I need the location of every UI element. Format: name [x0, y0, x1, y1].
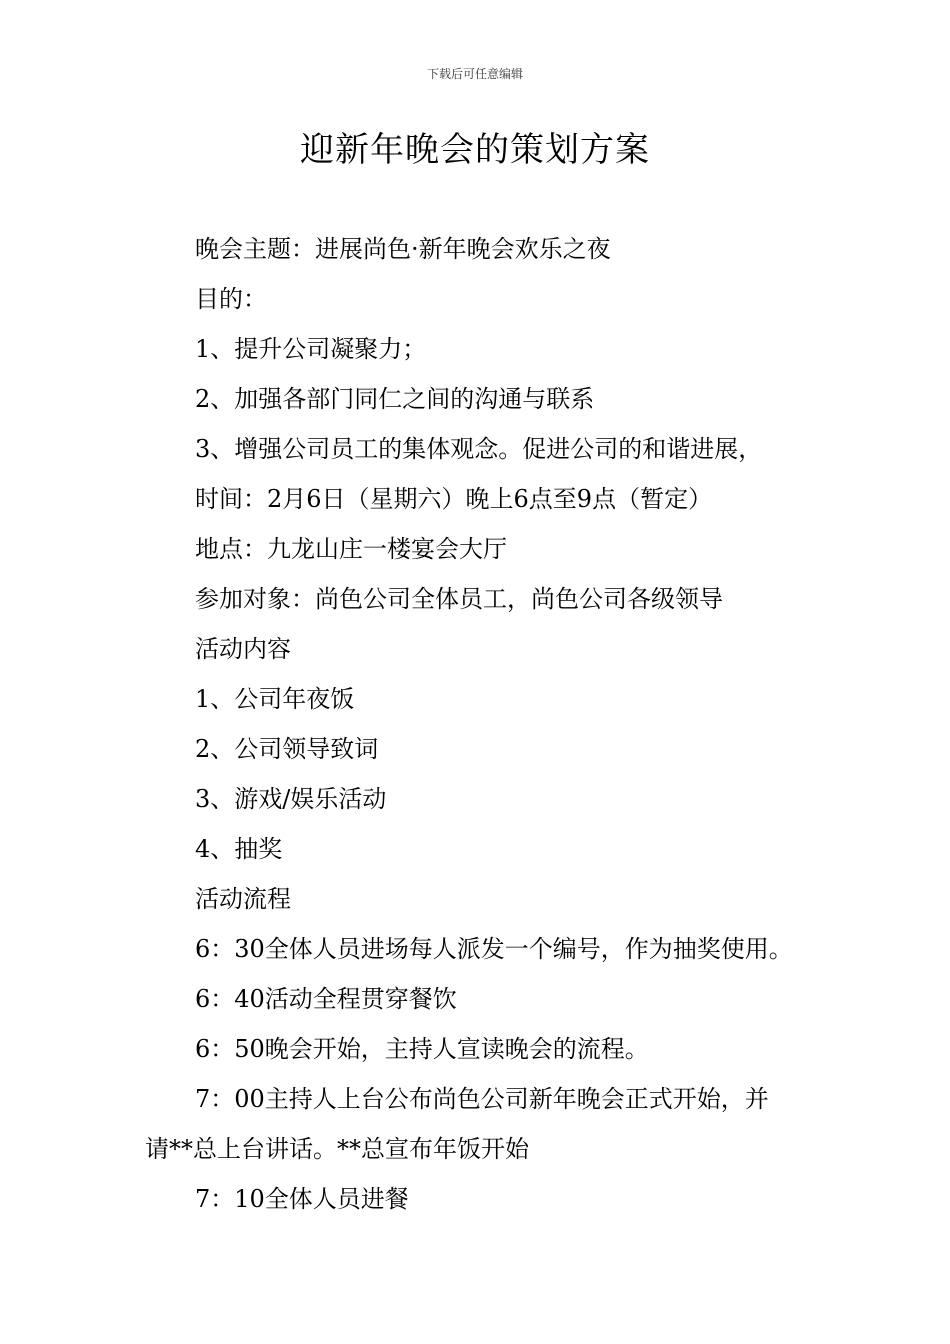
content-heading: 活动内容	[195, 635, 291, 663]
schedule-heading: 活动流程	[195, 885, 291, 913]
time-line: 时间：2月6日（星期六）晚上6点至9点（暂定）	[195, 485, 713, 513]
content-item-3: 3、游戏/娱乐活动	[195, 785, 387, 813]
content-item-1: 1、公司年夜饭	[195, 685, 355, 713]
schedule-item-700-continued: 请**总上台讲话。**总宣布年饭开始	[145, 1135, 529, 1163]
schedule-item-650: 6：50晚会开始，主持人宣读晚会的流程。	[195, 1035, 649, 1063]
schedule-item-640: 6：40活动全程贯穿餐饮	[195, 985, 457, 1013]
location-line: 地点：九龙山庄一楼宴会大厅	[195, 535, 507, 563]
theme-line: 晚会主题：进展尚色·新年晚会欢乐之夜	[195, 235, 611, 263]
content-item-2: 2、公司领导致词	[195, 735, 379, 763]
document-title: 迎新年晚会的策划方案	[300, 130, 650, 170]
document-body	[145, 224, 825, 1224]
content-item-4: 4、抽奖	[195, 835, 283, 863]
header-note: 下载后可任意编辑	[426, 67, 523, 81]
schedule-item-630: 6：30全体人员进场每人派发一个编号，作为抽奖使用。	[195, 935, 793, 963]
purpose-item-3: 3、增强公司员工的集体观念。促进公司的和谐进展，	[195, 435, 763, 463]
purpose-item-2: 2、加强各部门同仁之间的沟通与联系	[195, 385, 595, 413]
schedule-item-710: 7：10全体人员进餐	[195, 1185, 409, 1213]
purpose-heading: 目的：	[195, 285, 267, 313]
purpose-item-1: 1、提升公司凝聚力；	[195, 335, 427, 363]
participants-line: 参加对象：尚色公司全体员工，尚色公司各级领导	[195, 585, 723, 613]
schedule-item-700: 7：00主持人上台公布尚色公司新年晚会正式开始，并	[195, 1085, 769, 1113]
